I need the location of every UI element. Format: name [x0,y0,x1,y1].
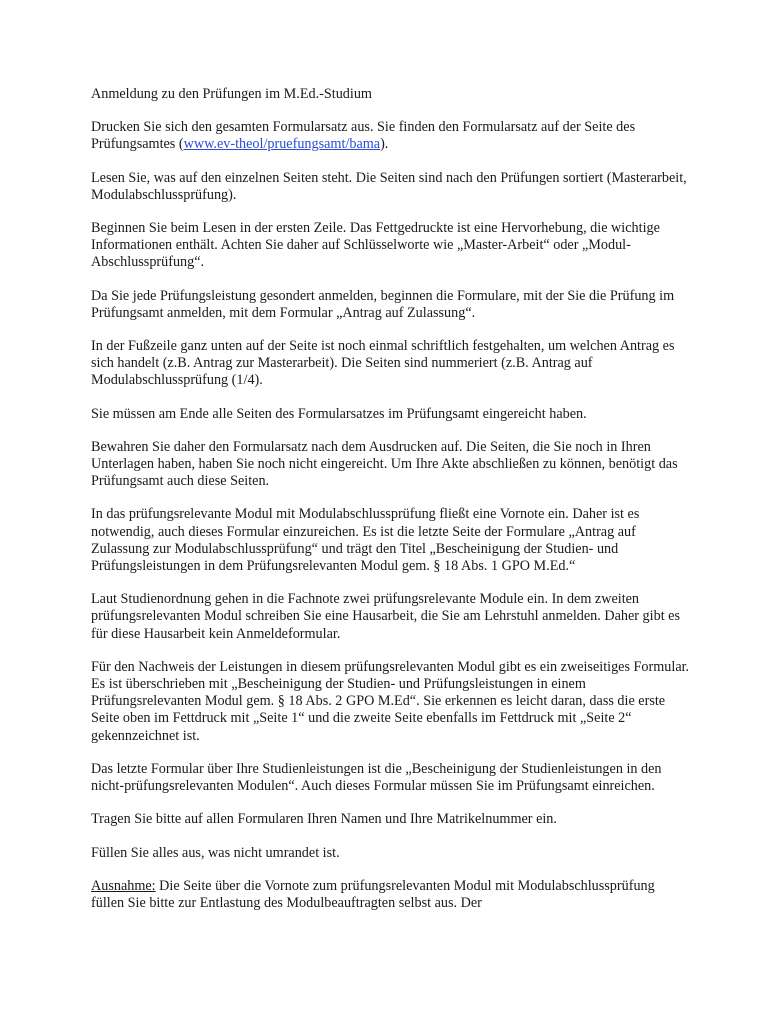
paragraph-study-regulations: Laut Studienordnung gehen in die Fachnote zwei prüfungsrelevante Module ein. In dem zweiten prüfungsrelevanten Modul schreiben Sie eine Hausarbeit, die Sie am Lehrstuhl anmelden. Daher gibt es für diese Hausarbeit kein Anmeldeformular. [91,591,680,642]
paragraph-print-forms-end: ). [380,136,389,153]
paragraph-submit-all: Sie müssen am Ende alle Seiten des Formularsatzes im Prüfungsamt eingereicht haben. [91,405,587,422]
paragraph-exception [91,878,691,912]
paragraph-footer-note: In der Fußzeile ganz unten auf der Seite ist noch einmal schriftlich festgehalten, um welchen Antrag es sich handelt (z.B. Antrag zur Masterarbeit). Die Seiten sind nummeriert (z.B. Antrag auf Modulabschlussprüfung (1/4). [91,338,675,389]
paragraph-separate-registration: Da Sie jede Prüfungsleistung gesondert anmelden, beginnen die Formulare, mit der Sie die Prüfung im Prüfungsamt anmelden, mit dem Formular „Antrag auf Zulassung“. [91,287,675,321]
exception-label: Ausnahme: [91,877,156,894]
paragraph-print-forms-text: Drucken Sie sich den gesamten Formularsatz aus. Sie finden den Formularsatz auf der Seite des Prüfungsamtes ( [91,119,636,153]
paragraph-keep-forms: Bewahren Sie daher den Formularsatz nach dem Ausdrucken auf. Die Seiten, die Sie noch in Ihren Unterlagen haben, haben Sie noch nicht eingereicht. Um Ihre Akte abschließen zu können, benötigt das Prüfungsamt auch diese Seiten. [91,438,678,490]
paragraph-first-line: Beginnen Sie beim Lesen in der ersten Zeile. Das Fettgedruckte ist eine Hervorhebung, die wichtige Informationen enthält. Achten Sie daher auf Schlüsselworte wie „Master-Arbeit“ oder „Modul-Abschlussprüfung“. [91,220,660,271]
paragraph-fill-out: Füllen Sie alles aus, was nicht umrandet ist. [91,844,340,861]
paragraph-print-forms [91,119,691,153]
document-title: Anmeldung zu den Prüfungen im M.Ed.-Studium [91,86,372,102]
paragraph-last-form: Das letzte Formular über Ihre Studienleistungen ist die „Bescheinigung der Studienleistungen in den nicht-prüfungsrelevanten Modulen“. Auch dieses Formular müssen Sie im Prüfungsamt einreichen. [91,760,662,795]
paragraph-prior-grade: In das prüfungsrelevante Modul mit Modulabschlussprüfung fließt eine Vornote ein. Daher ist es notwendig, auch dieses Formular einzureichen. Es ist die letzte Seite der Formulare „Antrag auf Zulassung zur Modulabschlussprüfung“ und trägt den Titel „Bescheinigung der Studien- und Prüfungsleistungen in dem Prüfungsrelevanten Modul gem. § 18 Abs. 1 GPO M.Ed.“ [91,506,640,575]
exception-text: Die Seite über die Vornote zum prüfungsrelevanten Modul mit Modulabschlussprüfung füllen Sie bitte zur Entlastung des Modulbeauftragten selbst aus. Der [91,877,655,911]
paragraph-read-pages: Lesen Sie, was auf den einzelnen Seiten steht. Die Seiten sind nach den Prüfungen sortiert (Masterarbeit, Modulabschlussprüfung). [91,169,687,203]
document-body [91,86,691,928]
paragraph-name-matriculation: Tragen Sie bitte auf allen Formularen Ihren Namen und Ihre Matrikelnummer ein. [91,811,557,828]
pruefungsamt-link[interactable]: www.ev-theol/pruefungsamt/bama [183,136,381,153]
paragraph-two-page-form: Für den Nachweis der Leistungen in diesem prüfungsrelevanten Modul gibt es ein zweiseitiges Formular. Es ist überschrieben mit „Bescheinigung der Studien- und Prüfungsleistungen in einem Prüfungsrelevanten Modul gem. § 18 Abs. 2 GPO M.Ed“. Sie erkennen es leicht daran, dass die erste Seite oben im Fettdruck mit „Seite 1“ und die zweite Seite ebenfalls im Fettdruck mit „Seite 2“ gekennzeichnet ist. [91,658,690,744]
